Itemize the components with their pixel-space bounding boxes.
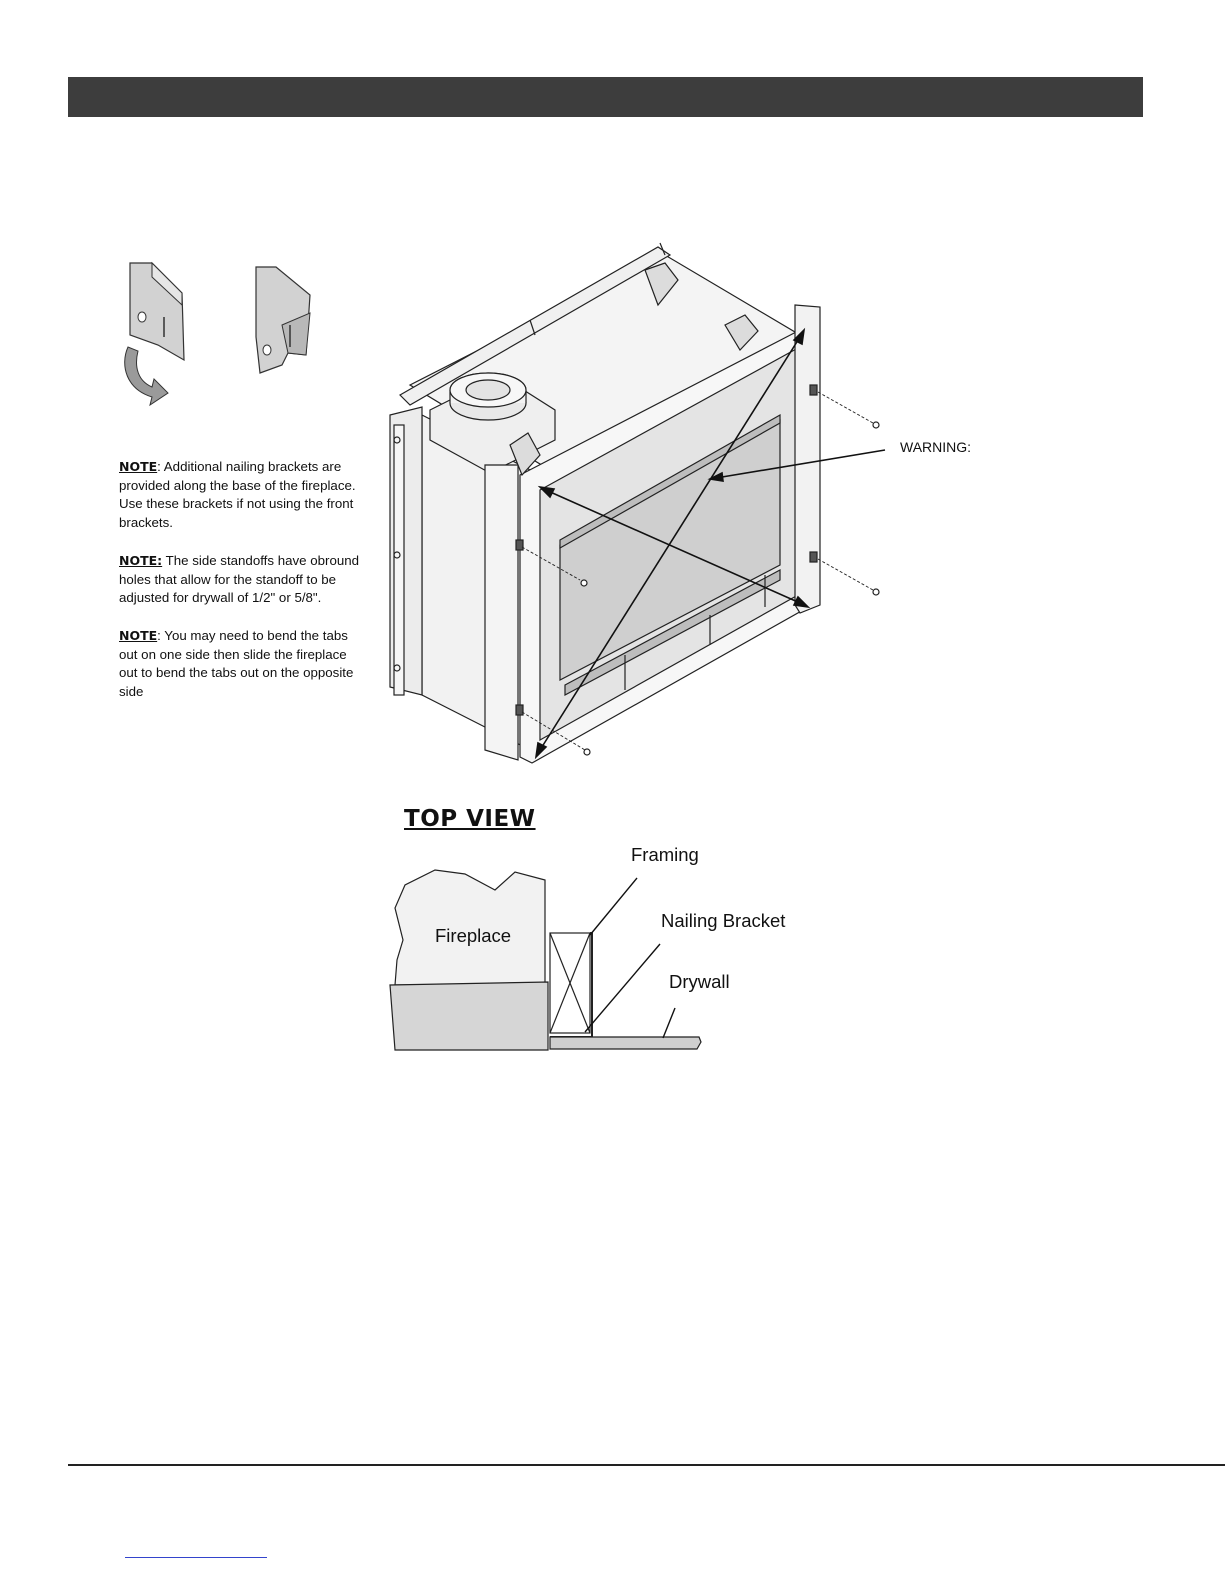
right-standoff [795, 305, 820, 613]
left-standoff [485, 465, 518, 760]
note-bend-tabs [119, 627, 367, 702]
bent-bracket-icon [256, 267, 310, 373]
note-text: : Additional nailing brackets are provided along the base of the fireplace. Use these brackets if not using the front brackets. [119, 459, 356, 531]
flat-bracket-icon [130, 263, 184, 360]
note-label: NOTE: [119, 552, 163, 568]
top-view-title: TOP VIEW [404, 806, 536, 832]
drywall-strip [550, 1037, 701, 1049]
note-label: NOTE [119, 459, 158, 474]
top-view-label-drywall: Drywall [669, 971, 730, 992]
footer-link-underline[interactable] [125, 1557, 267, 1558]
top-view-label-nailing-bracket: Nailing Bracket [661, 910, 786, 931]
top-view-label-fireplace: Fireplace [435, 925, 512, 946]
note-side-standoffs [119, 552, 367, 608]
note-text: : You may need to bend the tabs out on one side then slide the fireplace out to bend the tabs out on the opposite side [119, 627, 354, 700]
notes-column [119, 458, 367, 721]
top-view-diagram [385, 860, 715, 1060]
note-text: The side standoffs have obround holes that allow for the standoff to be adjusted for drywall of 1/2" or 5/8". [119, 552, 360, 606]
warning-label: WARNING: [900, 439, 972, 455]
note-label: NOTE [119, 627, 158, 643]
bracket-illustration [110, 255, 340, 415]
fireplace-isometric-drawing [380, 235, 900, 775]
bend-arrow-icon [125, 347, 168, 405]
top-view-label-framing: Framing [631, 844, 699, 865]
note-nailing-brackets [119, 458, 367, 533]
section-header-bar [68, 77, 1143, 117]
footer-rule [68, 1464, 1225, 1466]
